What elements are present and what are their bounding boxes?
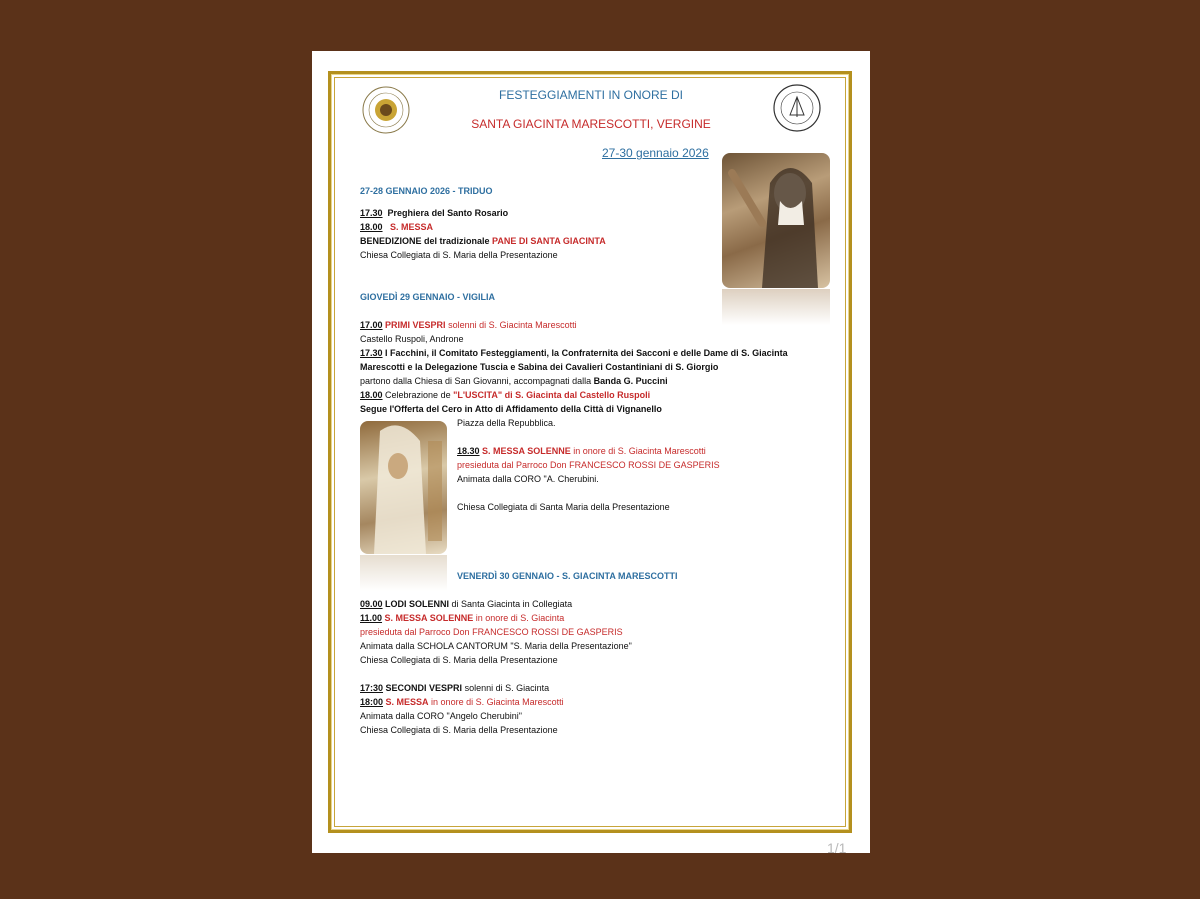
list-item: Piazza della Repubblica. bbox=[457, 418, 556, 428]
list-item: BENEDIZIONE del tradizionale PANE DI SANTA GIACINTA bbox=[360, 236, 606, 246]
list-item: 17.00 PRIMI VESPRI solenni di S. Giacinta Marescotti bbox=[360, 320, 577, 330]
list-item: Animata dalla CORO "Angelo Cherubini" bbox=[360, 711, 522, 721]
list-item: presieduta dal Parroco Don FRANCESCO ROSSI DE GASPERIS bbox=[457, 460, 720, 470]
list-item: 18.00 S. MESSA bbox=[360, 222, 434, 232]
list-item: 17.30 I Facchini, il Comitato Festeggiamenti, la Confraternita dei Sacconi e delle Dame di S. Giacinta bbox=[360, 348, 788, 358]
saint-statue-image bbox=[360, 421, 447, 554]
event-dates: 27-30 gennaio 2026 bbox=[602, 146, 709, 160]
list-item: 11.00 S. MESSA SOLENNE in onore di S. Giacinta bbox=[360, 613, 565, 623]
list-item: 18.00 Celebrazione de "L'USCITA" di S. Giacinta dal Castello Ruspoli bbox=[360, 390, 651, 400]
section-heading-triduo: 27-28 GENNAIO 2026 - TRIDUO bbox=[360, 186, 493, 196]
list-item: 17.30 Preghiera del Santo Rosario bbox=[360, 208, 509, 218]
title-line2: SANTA GIACINTA MARESCOTTI, VERGINE bbox=[471, 117, 711, 131]
list-item: 18.30 S. MESSA SOLENNE in onore di S. Giacinta Marescotti bbox=[457, 446, 706, 456]
flyer-page bbox=[312, 51, 870, 853]
list-item: presieduta dal Parroco Don FRANCESCO ROSSI DE GASPERIS bbox=[360, 627, 623, 637]
list-item: 18:00 S. MESSA in onore di S. Giacinta Marescotti bbox=[360, 697, 564, 707]
list-item: Chiesa Collegiata di S. Maria della Presentazione bbox=[360, 250, 558, 260]
list-item: Chiesa Collegiata di S. Maria della Presentazione bbox=[360, 725, 558, 735]
list-item: Castello Ruspoli, Androne bbox=[360, 334, 464, 344]
section-heading-vigilia: GIOVEDÌ 29 GENNAIO - VIGILIA bbox=[360, 292, 496, 302]
list-item: Marescotti e la Delegazione Tuscia e Sabina dei Cavalieri Costantiniani di S. Giorgio bbox=[360, 362, 719, 372]
section-heading-venerdi: VENERDÌ 30 GENNAIO - S. GIACINTA MARESCOTTI bbox=[457, 571, 678, 581]
list-item: Chiesa Collegiata di S. Maria della Presentazione bbox=[360, 655, 558, 665]
title-line1: FESTEGGIAMENTI IN ONORE DI bbox=[498, 88, 683, 102]
list-item: 17:30 SECONDI VESPRI solenni di S. Giacinta bbox=[360, 683, 550, 693]
saint-portrait-image bbox=[722, 153, 830, 288]
list-item: partono dalla Chiesa di San Giovanni, accompagnati dalla Banda G. Puccini bbox=[360, 376, 668, 386]
list-item: Chiesa Collegiata di Santa Maria della Presentazione bbox=[457, 502, 670, 512]
list-item: Animata dalla SCHOLA CANTORUM "S. Maria della Presentazione" bbox=[360, 641, 632, 651]
list-item: Segue l'Offerta del Cero in Atto di Affidamento della Città di Vignanello bbox=[360, 404, 662, 414]
list-item: 09.00 LODI SOLENNI di Santa Giacinta in Collegiata bbox=[360, 599, 573, 609]
list-item: Animata dalla CORO "A. Cherubini. bbox=[457, 474, 599, 484]
page-number: 1/1 bbox=[827, 840, 847, 856]
